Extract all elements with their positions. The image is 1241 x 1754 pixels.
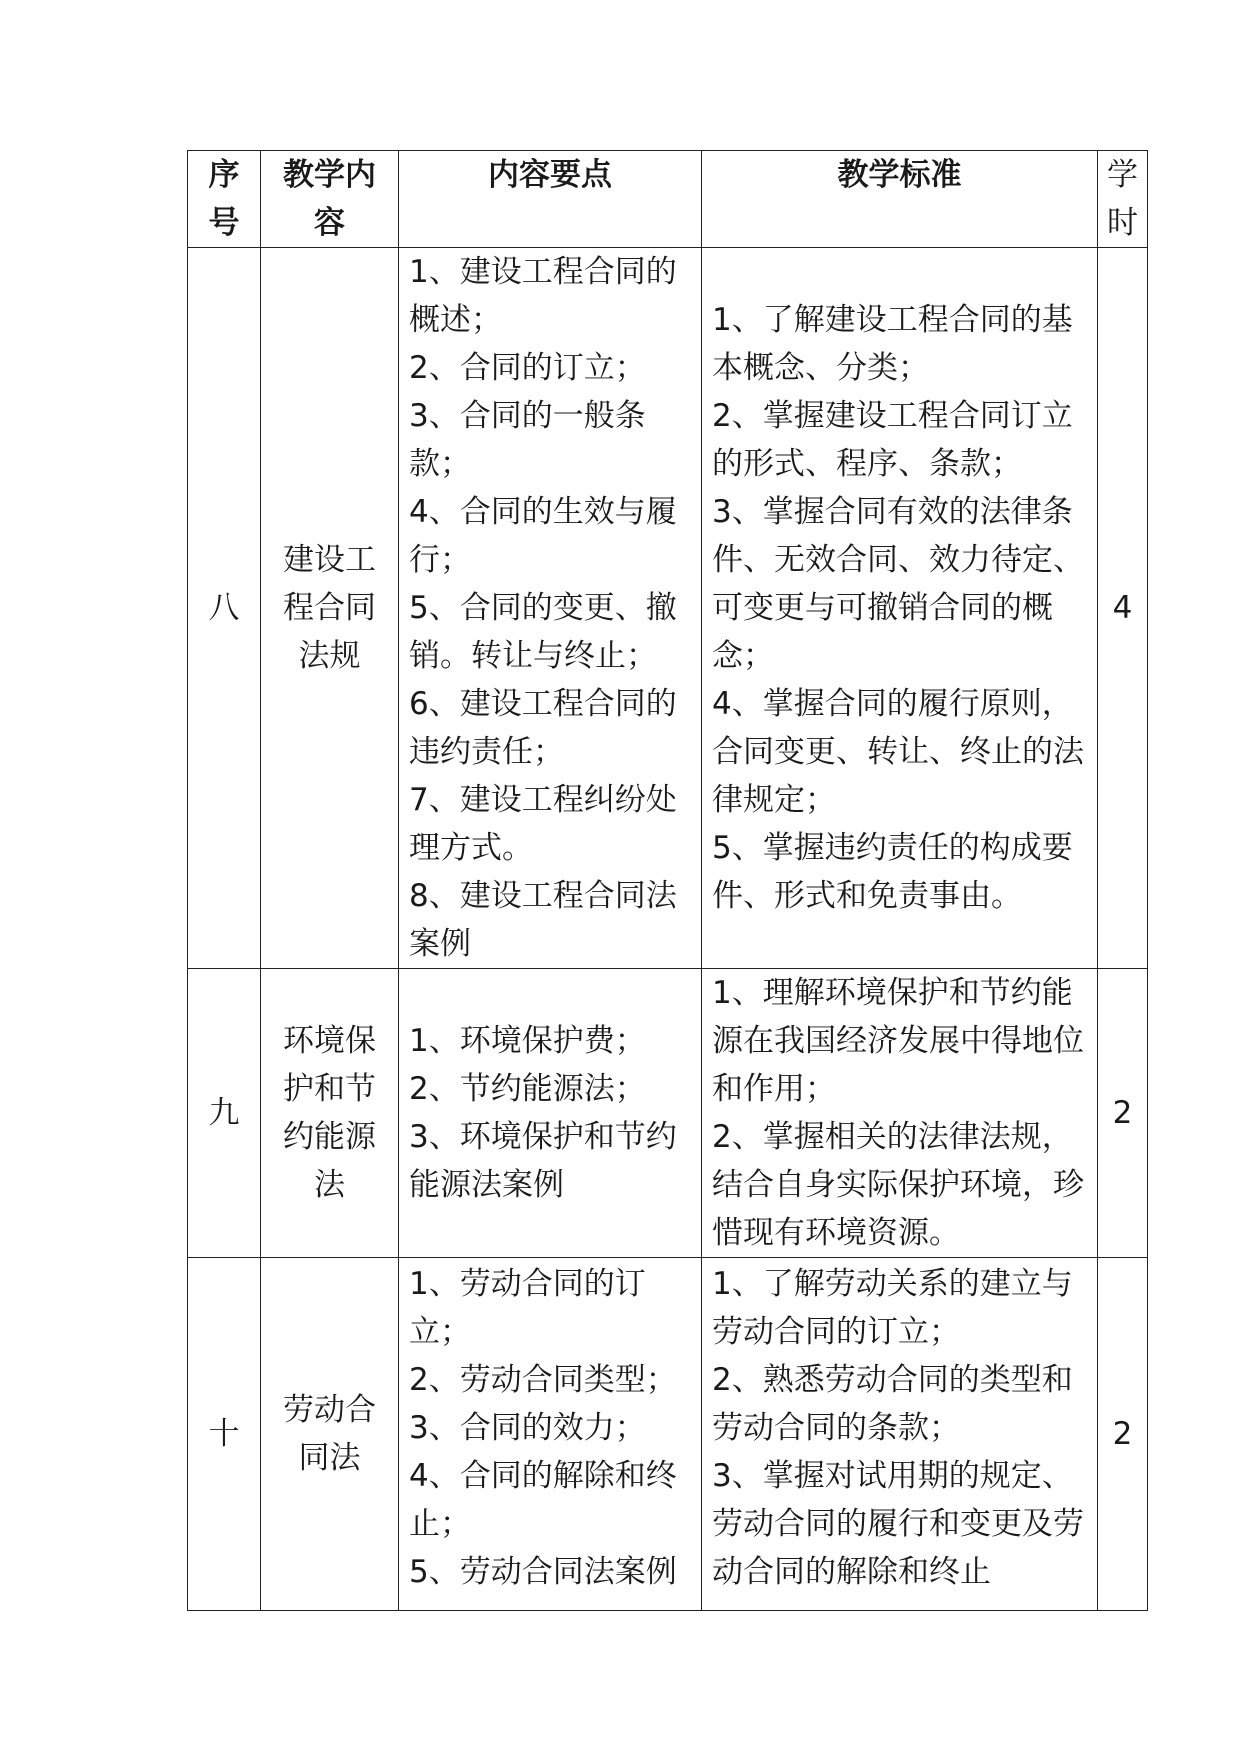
standard-item: 4、掌握合同的履行原则，合同变更、转让、终止的法律规定； bbox=[712, 686, 1084, 818]
header-hours: 学时 bbox=[1098, 151, 1148, 248]
row-hours: 2 bbox=[1098, 1258, 1148, 1611]
row-points bbox=[399, 969, 702, 1258]
point-item: 4、合同的解除和终止； bbox=[409, 1458, 677, 1542]
standard-item: 1、了解建设工程合同的基本概念、分类； bbox=[712, 302, 1073, 386]
point-item: 2、劳动合同类型； bbox=[409, 1362, 677, 1398]
row-no: 八 bbox=[188, 248, 261, 969]
row-content: 劳动合同法 bbox=[261, 1258, 399, 1611]
point-item: 2、节约能源法； bbox=[409, 1071, 646, 1107]
point-item: 6、建设工程合同的违约责任； bbox=[409, 686, 677, 770]
row-standard bbox=[702, 969, 1098, 1258]
row-points bbox=[399, 248, 702, 969]
standard-item: 5、掌握违约责任的构成要件、形式和免责事由。 bbox=[712, 830, 1073, 914]
point-item: 5、合同的变更、撤销。转让与终止； bbox=[409, 590, 677, 674]
point-item: 1、建设工程合同的概述； bbox=[409, 254, 677, 338]
header-no: 序号 bbox=[188, 151, 261, 248]
standard-item: 2、掌握相关的法律法规，结合自身实际保护环境，珍惜现有环境资源。 bbox=[712, 1119, 1084, 1251]
row-hours: 4 bbox=[1098, 248, 1148, 969]
header-standard: 教学标准 bbox=[702, 151, 1098, 248]
point-item: 5、劳动合同法案例 bbox=[409, 1554, 677, 1590]
standard-item: 3、掌握对试用期的规定、劳动合同的履行和变更及劳动合同的解除和终止 bbox=[712, 1458, 1084, 1590]
table-row bbox=[188, 969, 1148, 1258]
standard-item: 2、掌握建设工程合同订立的形式、程序、条款； bbox=[712, 398, 1073, 482]
row-points bbox=[399, 1258, 702, 1611]
header-points: 内容要点 bbox=[399, 151, 702, 248]
point-item: 1、劳动合同的订立； bbox=[409, 1266, 646, 1350]
point-item: 3、合同的效力； bbox=[409, 1410, 646, 1446]
point-item: 1、环境保护费； bbox=[409, 1023, 646, 1059]
point-item: 7、建设工程纠纷处理方式。 bbox=[409, 782, 677, 866]
row-no: 九 bbox=[188, 969, 261, 1258]
table-row bbox=[188, 1258, 1148, 1611]
syllabus-table bbox=[187, 150, 1148, 1611]
point-item: 4、合同的生效与履行； bbox=[409, 494, 677, 578]
header-content: 教学内容 bbox=[261, 151, 399, 248]
standard-item: 3、掌握合同有效的法律条件、无效合同、效力待定、可变更与可撤销合同的概念； bbox=[712, 494, 1084, 674]
row-content: 环境保护和节约能源法 bbox=[261, 969, 399, 1258]
standard-item: 1、理解环境保护和节约能源在我国经济发展中得地位和作用； bbox=[712, 975, 1084, 1107]
row-standard bbox=[702, 248, 1098, 969]
row-no: 十 bbox=[188, 1258, 261, 1611]
row-hours: 2 bbox=[1098, 969, 1148, 1258]
row-content: 建设工程合同法规 bbox=[261, 248, 399, 969]
point-item: 3、环境保护和节约能源法案例 bbox=[409, 1119, 677, 1203]
point-item: 3、合同的一般条款； bbox=[409, 398, 646, 482]
point-item: 2、合同的订立； bbox=[409, 350, 646, 386]
row-standard bbox=[702, 1258, 1098, 1611]
table-row bbox=[188, 248, 1148, 969]
point-item: 8、建设工程合同法案例 bbox=[409, 878, 677, 962]
table-header-row bbox=[188, 151, 1148, 248]
standard-item: 2、熟悉劳动合同的类型和劳动合同的条款； bbox=[712, 1362, 1073, 1446]
standard-item: 1、了解劳动关系的建立与劳动合同的订立； bbox=[712, 1266, 1073, 1350]
